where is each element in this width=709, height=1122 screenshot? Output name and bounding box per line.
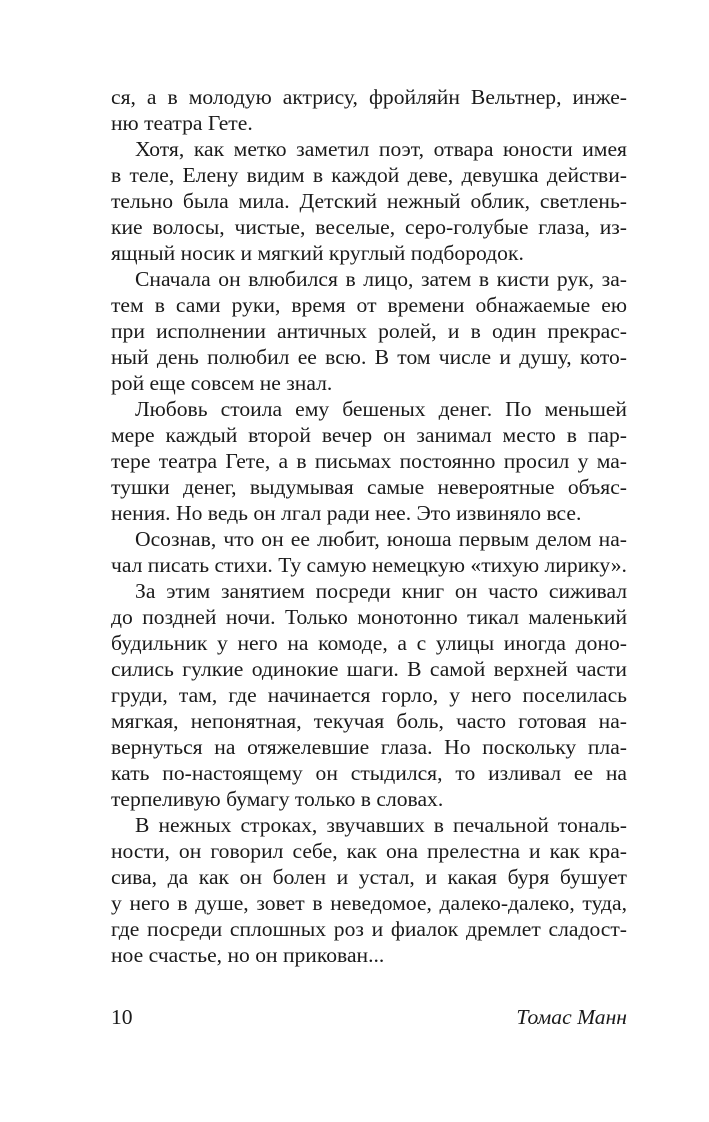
text-line: рой еще совсем не знал. bbox=[111, 371, 333, 395]
text-line: Любовь стоила ему бешеных денег. По меньшей bbox=[135, 397, 627, 421]
text-line: ню театра Гете. bbox=[111, 111, 253, 135]
text-line: кие волосы, чистые, веселые, серо-голубые глаза, из- bbox=[111, 215, 627, 239]
text-line: груди, там, где начинается горло, у него поселилась bbox=[111, 683, 627, 707]
text-line: будильник у него на комоде, а с улицы иногда доно- bbox=[111, 631, 627, 655]
text-line: ный день полюбил ее всю. В том числе и душу, кото- bbox=[111, 345, 627, 369]
text-line: мере каждый второй вечер он занимал место в пар- bbox=[111, 423, 627, 447]
text-line: у него в душе, зовет в неведомое, далеко-далеко, туда, bbox=[111, 891, 627, 915]
page-number: 10 bbox=[111, 1005, 133, 1029]
text-line: чал писать стихи. Ту самую немецкую «тихую лирику». bbox=[111, 553, 627, 577]
text-line: Осознав, что он ее любит, юноша первым делом на- bbox=[135, 527, 627, 551]
text-line: нения. Но ведь он лгал ради нее. Это извиняло все. bbox=[111, 501, 582, 525]
text-line: ное счастье, но он прикован... bbox=[111, 943, 385, 967]
text-line: В нежных строках, звучавших в печальной тональ- bbox=[135, 813, 627, 837]
text-line: ящный носик и мягкий круглый подбородок. bbox=[111, 241, 524, 265]
text-line: до поздней ночи. Только монотонно тикал маленький bbox=[111, 605, 627, 629]
body-text bbox=[111, 84, 627, 968]
text-line: тем в сами руки, время от времени обнажаемые ею bbox=[111, 293, 627, 317]
text-line: ся, а в молодую актрису, фройляйн Вельтнер, инже- bbox=[111, 85, 627, 109]
text-line: вернуться на отяжелевшие глаза. Но поскольку пла- bbox=[111, 735, 627, 759]
text-line: кать по-настоящему он стыдился, то изливал ее на bbox=[111, 761, 627, 785]
text-line: сились гулкие одинокие шаги. В самой верхней части bbox=[111, 657, 627, 681]
text-line: ности, он говорил себе, как она прелестна и как кра- bbox=[111, 839, 627, 863]
text-line: Хотя, как метко заметил поэт, отвара юности имея bbox=[135, 137, 627, 161]
text-line: За этим занятием посреди книг он часто сиживал bbox=[135, 579, 627, 603]
text-line: тере театра Гете, а в письмах постоянно просил у ма- bbox=[111, 449, 627, 473]
text-line: сива, да как он болен и устал, и какая буря бушует bbox=[111, 865, 627, 889]
text-line: при исполнении античных ролей, и в один прекрас- bbox=[111, 319, 627, 343]
text-line: терпеливую бумагу только в словах. bbox=[111, 787, 444, 811]
text-line: где посреди сплошных роз и фиалок дремлет сладост- bbox=[111, 917, 627, 941]
text-line: тельно была мила. Детский нежный облик, светлень- bbox=[111, 189, 627, 213]
text-line: в теле, Елену видим в каждой деве, девушка действи- bbox=[111, 163, 627, 187]
text-line: тушки денег, выдумывая самые невероятные объяс- bbox=[111, 475, 627, 499]
text-line: мягкая, непонятная, текучая боль, часто готовая на- bbox=[111, 709, 627, 733]
running-footer-author: Томас Манн bbox=[516, 1005, 627, 1029]
text-line: Сначала он влюбился в лицо, затем в кисти рук, за- bbox=[135, 267, 627, 291]
